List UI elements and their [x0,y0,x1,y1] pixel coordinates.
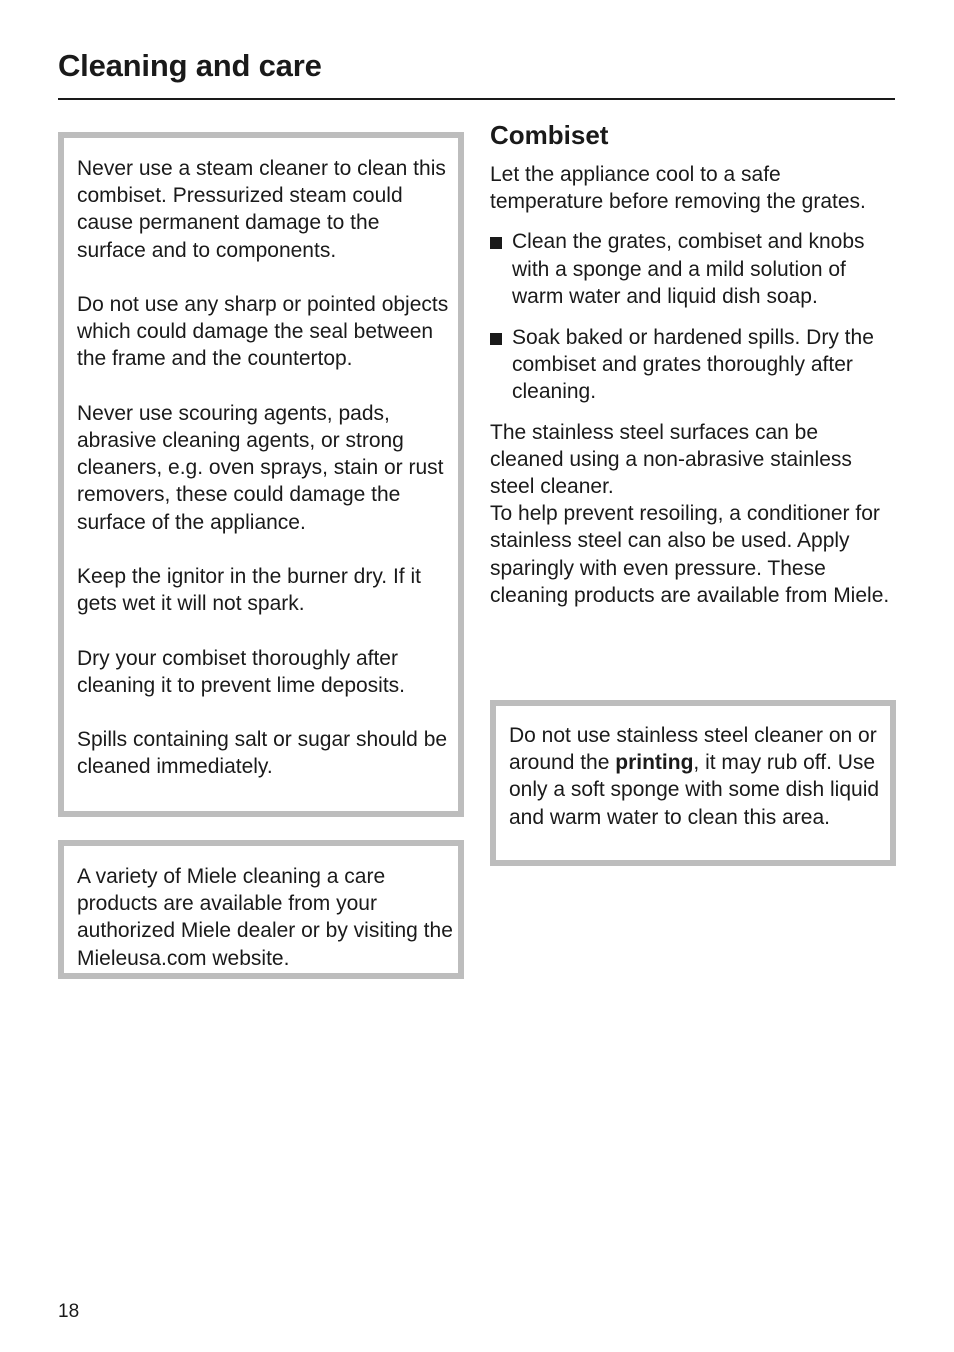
list-item [490,228,895,310]
combiset-section [490,118,895,609]
stainless-conditioner-paragraph: To help prevent resoiling, a conditioner for stainless steel can also be used. Apply sparingly with even pressure. These cleaning products are available from Miele. [490,502,890,607]
warning-paragraph-scouring-agents: Never use scouring agents, pads, abrasive cleaning agents, or strong cleaners, e.g. oven sprays, stain or rust removers, these could damage the surface of the appliance. [77,401,444,534]
list-item [490,324,895,406]
warning-paragraph-steam: Never use a steam cleaner to clean this combiset. Pressurized steam could cause permanent damage to the surface and to components. [77,157,446,262]
warning-paragraph-spills: Spills containing salt or sugar should be cleaned immediately. [77,728,448,779]
cleaning-warnings-box [58,132,464,817]
printing-warning-text-end: , it may rub off. Use only a soft sponge with some dish liquid and warm water to clean this area. [509,751,880,829]
care-products-info-box [58,840,464,979]
printing-warning-text [509,722,886,831]
warning-paragraph-sharp-objects: Do not use any sharp or pointed objects which could damage the seal between the frame and the countertop. [77,293,449,371]
bullet-square-icon [490,333,502,345]
cleaning-steps-list [490,228,895,405]
list-item-text: Clean the grates, combiset and knobs with a sponge and a mild solution of warm water and liquid dish soap. [512,230,865,308]
printing-warning-text-start: Do not use stainless steel cleaner on or around the [509,724,877,775]
warning-paragraph-dry-combiset: Dry your combiset thoroughly after cleaning it to prevent lime deposits. [77,646,406,697]
stainless-steel-paragraph: The stainless steel surfaces can be cleaned using a non-abrasive stainless steel cleaner. [490,420,852,499]
warning-paragraph-ignitor: Keep the ignitor in the burner dry. If it gets wet it will not spark. [77,565,421,616]
combiset-intro: Let the appliance cool to a safe temperature before removing the grates. [490,163,866,214]
printing-emphasis: printing [615,751,694,775]
list-item-text: Soak baked or hardened spills. Dry the combiset and grates thoroughly after cleaning. [512,326,874,404]
page-number: 18 [58,1301,80,1322]
printing-warning-box [490,700,896,866]
bullet-square-icon [490,237,502,249]
page-title: Cleaning and care [58,48,322,83]
section-heading-combiset: Combiset [490,120,609,150]
title-divider [58,98,895,100]
care-products-text: A variety of Miele cleaning a care products are available from your authorized Miele dealer or by visiting the Mieleusa.com website. [77,865,453,970]
